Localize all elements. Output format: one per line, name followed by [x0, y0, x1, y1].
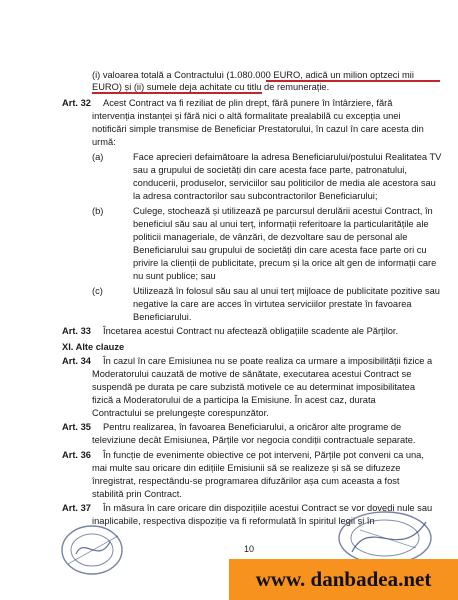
intro-line-2: EURO) și (ii) sumele deja achitate cu titlu de remunerație. [92, 82, 330, 92]
item-b-line: Beneficiarului sau grupului de societăți din care acesta face parte ori cu [133, 245, 427, 255]
item-b-line: nu sunt publice; sau [133, 271, 216, 281]
item-a-line: sau a grupului de societăți din care acesta face parte, patronatului, [133, 165, 407, 175]
section-heading: XI. Alte clauze [62, 342, 125, 352]
watermark-text: www. danbadea.net [255, 567, 432, 591]
art-35-line: televiziune decât Emisiunea, Părțile vor negocia condiții contractuale separate. [92, 435, 416, 445]
art-35-label: Art. 35 [62, 422, 91, 432]
art-35-line: Pentru realizarea, în favoarea Beneficiarului, a oricăror alte programe de [103, 422, 402, 432]
item-b-line: beneficiul său sau al unui terț, informații referitoare la particularitățile ale [133, 219, 429, 229]
art-36-label: Art. 36 [62, 450, 91, 460]
page-number: 10 [244, 544, 255, 554]
amount-underline [266, 80, 440, 82]
art-32-line: urmă: [92, 137, 116, 147]
art-37-line: inaplicabile, respectiva dispoziție va fi reformulată în spiritul legii și în [92, 516, 375, 526]
art-36-line: înregistrat, respectându-se programarea difuzărilor așa cum aceasta a fost [92, 476, 400, 486]
art-34-label: Art. 34 [62, 356, 91, 366]
art-34-line: Contractului se prelungește corespunzător. [92, 408, 269, 418]
item-c-line: Utilizează în folosul său sau al unui terț mijloace de publicitate pozitive sau [133, 286, 440, 296]
art-37-line: În măsura în care oricare din dispozițiile acestui Contract se vor dovedi nule sau [103, 503, 433, 513]
item-a-line: la adresa contractorilor sau subcontractorilor Beneficiarului; [133, 191, 378, 201]
amount-underline-2 [92, 92, 262, 94]
art-32-label: Art. 32 [62, 98, 91, 108]
item-b-line: privire la clienții de publicitate, precum și la orice alt gen de informații care [133, 258, 437, 268]
art-37-label: Art. 37 [62, 503, 91, 513]
item-c-line: Beneficiarului. [133, 312, 192, 322]
item-a-line: Face aprecieri defaimătoare la adresa Beneficiarului/postului Realitatea TV [133, 152, 442, 162]
item-b-mark: (b) [92, 206, 104, 216]
art-34-line: În cazul în care Emisiunea nu se poate realiza ca urmare a imposibilității fizice a [103, 356, 433, 366]
item-c-mark: (c) [92, 286, 103, 296]
art-33-label: Art. 33 [62, 326, 91, 336]
art-36-line: În funcție de evenimente obiective ce pot interveni, Părțile pot conveni ca una, [103, 450, 424, 460]
item-a-line: conducerii, produselor, serviciilor sau politicilor de media ale acestora sau [133, 178, 436, 188]
item-b-line: Culege, stochează și utilizează pe parcursul derulării acestui Contract, în [133, 206, 433, 216]
art-32-line: notificări simple transmise de Beneficiar Prestatorului, în cazul în care acesta din [92, 124, 424, 134]
art-36-line: stabilită prin Contract. [92, 489, 182, 499]
item-c-line: negative la care are acces în virtutea serviciilor prestate în favoarea [133, 299, 412, 309]
art-32-line: intervenția instanței și fără nici o altă formalitate prealabilă cu excepția unei [92, 111, 401, 121]
art-33-line: Încetarea acestui Contract nu afectează obligațiile scadente ale Părților. [103, 326, 399, 336]
official-stamp-left [58, 518, 126, 578]
art-34-line: fizică a Moderatorului de a participa la Emisiune. În acest caz, durata [92, 395, 376, 405]
art-32-line: Acest Contract va fi reziliat de plin drept, fără punere în întârziere, fără [103, 98, 393, 108]
watermark-banner [229, 559, 458, 600]
art-36-line: mai multe sau oricare din edițiile Emisiunii să se realizeze și să se difuzeze [92, 463, 401, 473]
intro-line-1: (i) valoarea totală a Contractului (1.080.000 EURO, adică un milion optzeci mii [92, 70, 414, 80]
item-a-mark: (a) [92, 152, 104, 162]
item-b-line: politicii manageriale, de vânzări, de dezvoltare sau de personal ale [133, 232, 408, 242]
art-34-line: Moderatorului cauzată de motive de sănătate, executarea acestui Contract se [92, 369, 412, 379]
art-34-line: suspendă pe durata pe care subzistă motivele ce au determinat imposibilitatea [92, 382, 415, 392]
